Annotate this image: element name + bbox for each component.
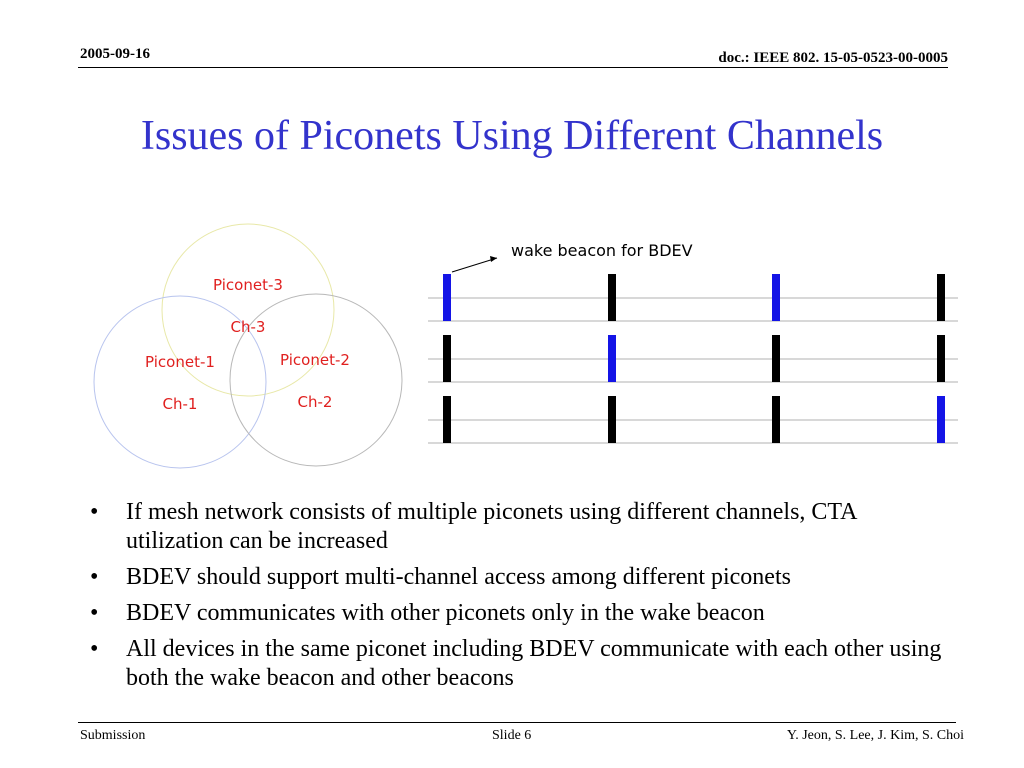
footer-slide-number: Slide 6 xyxy=(492,728,532,743)
beacon-bar xyxy=(608,396,616,443)
bullet-item: • BDEV should support multi-channel access among different piconets xyxy=(90,563,950,592)
ch-3-label: Ch-3 xyxy=(230,318,266,336)
ch-2-label: Ch-2 xyxy=(297,393,333,411)
footer-rule xyxy=(78,722,956,723)
bullet-item: • BDEV communicates with other piconets only in the wake beacon xyxy=(90,599,950,628)
slide-title: Issues of Piconets Using Different Channels xyxy=(140,113,884,159)
wake-beacon-callout: wake beacon for BDEV xyxy=(511,241,693,260)
header-doc-id: doc.: IEEE 802. 15-05-0523-00-0005 xyxy=(718,50,948,66)
footer-submission: Submission xyxy=(80,728,146,743)
footer-authors: Y. Jeon, S. Lee, J. Kim, S. Choi xyxy=(786,728,964,743)
wake-beacon-bar xyxy=(443,274,451,321)
beacon-bar xyxy=(608,274,616,321)
beacon-bar xyxy=(937,274,945,321)
wake-beacon-bar xyxy=(608,335,616,382)
piconet-3-label: Piconet-3 xyxy=(213,276,283,294)
wake-beacon-bar xyxy=(772,274,780,321)
piconet-2-label: Piconet-2 xyxy=(280,351,350,369)
bullet-list xyxy=(90,498,950,700)
header-date: 2005-09-16 xyxy=(80,46,150,62)
piconet-1-label: Piconet-1 xyxy=(145,353,215,371)
beacon-bar xyxy=(443,396,451,443)
timing-rows xyxy=(428,274,958,443)
bullet-item: • All devices in the same piconet including BDEV communicate with each other using both the wake beacon and other beacons xyxy=(90,635,950,693)
callout-arrow-head xyxy=(490,256,497,262)
beacon-bar xyxy=(772,335,780,382)
beacon-bar xyxy=(443,335,451,382)
wake-beacon-bar xyxy=(937,396,945,443)
bullet-item: • If mesh network consists of multiple piconets using different channels, CTA utilization can be increased xyxy=(90,498,950,556)
beacon-bar xyxy=(937,335,945,382)
beacon-bar xyxy=(772,396,780,443)
ch-1-label: Ch-1 xyxy=(162,395,198,413)
callout-arrow-line xyxy=(452,258,497,272)
